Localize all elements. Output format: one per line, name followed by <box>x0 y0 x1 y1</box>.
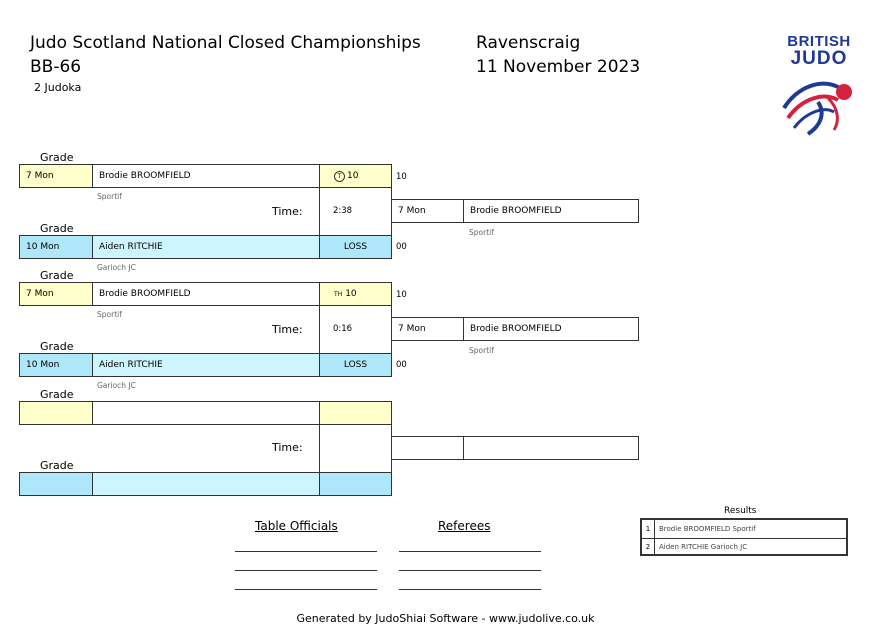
signature-line <box>399 551 541 552</box>
blue-club: Garioch JC <box>97 263 136 272</box>
grade-label: Grade <box>40 269 74 282</box>
score-prefix: TH <box>334 290 343 298</box>
blue-score <box>319 472 392 496</box>
result-place: 1 <box>642 520 655 538</box>
logo-text-british: BRITISH <box>787 33 851 50</box>
white-score-cell <box>319 164 392 188</box>
results-row <box>642 520 846 539</box>
result-text: Brodie BROOMFIELD Sportif <box>659 525 756 533</box>
logo-text-judo: JUDO <box>790 48 848 69</box>
signature-line <box>399 589 541 590</box>
blue-points: 00 <box>396 242 407 252</box>
match-time: 0:16 <box>333 324 353 334</box>
blue-grade <box>19 472 93 496</box>
blue-points: 00 <box>396 360 407 370</box>
results-table <box>640 518 848 556</box>
result-text: Aiden RITCHIE Garioch JC <box>659 543 748 551</box>
white-grade <box>19 401 93 425</box>
winner-club: Sportif <box>469 228 494 237</box>
white-grade: 7 Mon <box>19 164 93 188</box>
category-label: BB-66 <box>30 57 82 77</box>
results-title: Results <box>724 506 757 516</box>
match-divider <box>319 425 320 473</box>
score-prefix-icon: T <box>334 171 345 182</box>
winner-name: Brodie BROOMFIELD <box>463 317 639 341</box>
match-divider <box>319 306 320 354</box>
signature-line <box>399 570 541 571</box>
venue: Ravenscraig <box>476 33 581 53</box>
white-name <box>92 401 320 425</box>
result-place: 2 <box>642 538 655 556</box>
blue-score: LOSS <box>319 353 392 377</box>
white-club: Sportif <box>97 310 122 319</box>
referees-heading: Referees <box>438 519 491 533</box>
judo-figure-icon <box>778 68 860 138</box>
blue-score: LOSS <box>319 235 392 259</box>
grade-label: Grade <box>40 388 74 401</box>
time-label: Time: <box>272 205 303 218</box>
white-score-cell <box>319 282 392 306</box>
white-points: 10 <box>396 172 407 182</box>
match-divider <box>319 188 320 236</box>
blue-club: Garioch JC <box>97 381 136 390</box>
winner-grade: 7 Mon <box>391 199 464 223</box>
winner-club: Sportif <box>469 346 494 355</box>
grade-label: Grade <box>40 151 74 164</box>
table-officials-heading: Table Officials <box>255 519 338 533</box>
white-club: Sportif <box>97 192 122 201</box>
winner-name <box>463 436 639 460</box>
signature-line <box>235 589 377 590</box>
white-score: 10 <box>345 289 357 299</box>
winner-grade: 7 Mon <box>391 317 464 341</box>
signature-line <box>235 570 377 571</box>
blue-name <box>92 472 320 496</box>
grade-label: Grade <box>40 459 74 472</box>
winner-grade <box>391 436 464 460</box>
blue-grade: 10 Mon <box>19 353 93 377</box>
british-judo-logo <box>778 34 860 142</box>
white-name: Brodie BROOMFIELD <box>92 164 320 188</box>
match-time: 2:38 <box>333 206 353 216</box>
time-label: Time: <box>272 323 303 336</box>
results-row <box>642 538 846 556</box>
white-score: 10 <box>347 171 359 181</box>
judoka-count: 2 Judoka <box>34 81 82 94</box>
event-date: 11 November 2023 <box>476 57 641 77</box>
grade-label: Grade <box>40 340 74 353</box>
signature-line <box>235 551 377 552</box>
winner-name: Brodie BROOMFIELD <box>463 199 639 223</box>
event-title: Judo Scotland National Closed Championships <box>30 33 421 53</box>
blue-name: Aiden RITCHIE <box>92 353 320 377</box>
white-grade: 7 Mon <box>19 282 93 306</box>
blue-grade: 10 Mon <box>19 235 93 259</box>
white-name: Brodie BROOMFIELD <box>92 282 320 306</box>
grade-label: Grade <box>40 222 74 235</box>
footer-text: Generated by JudoShiai Software - www.judolive.co.uk <box>296 612 595 625</box>
white-points: 10 <box>396 290 407 300</box>
time-label: Time: <box>272 441 303 454</box>
blue-name: Aiden RITCHIE <box>92 235 320 259</box>
white-score-cell <box>319 401 392 425</box>
